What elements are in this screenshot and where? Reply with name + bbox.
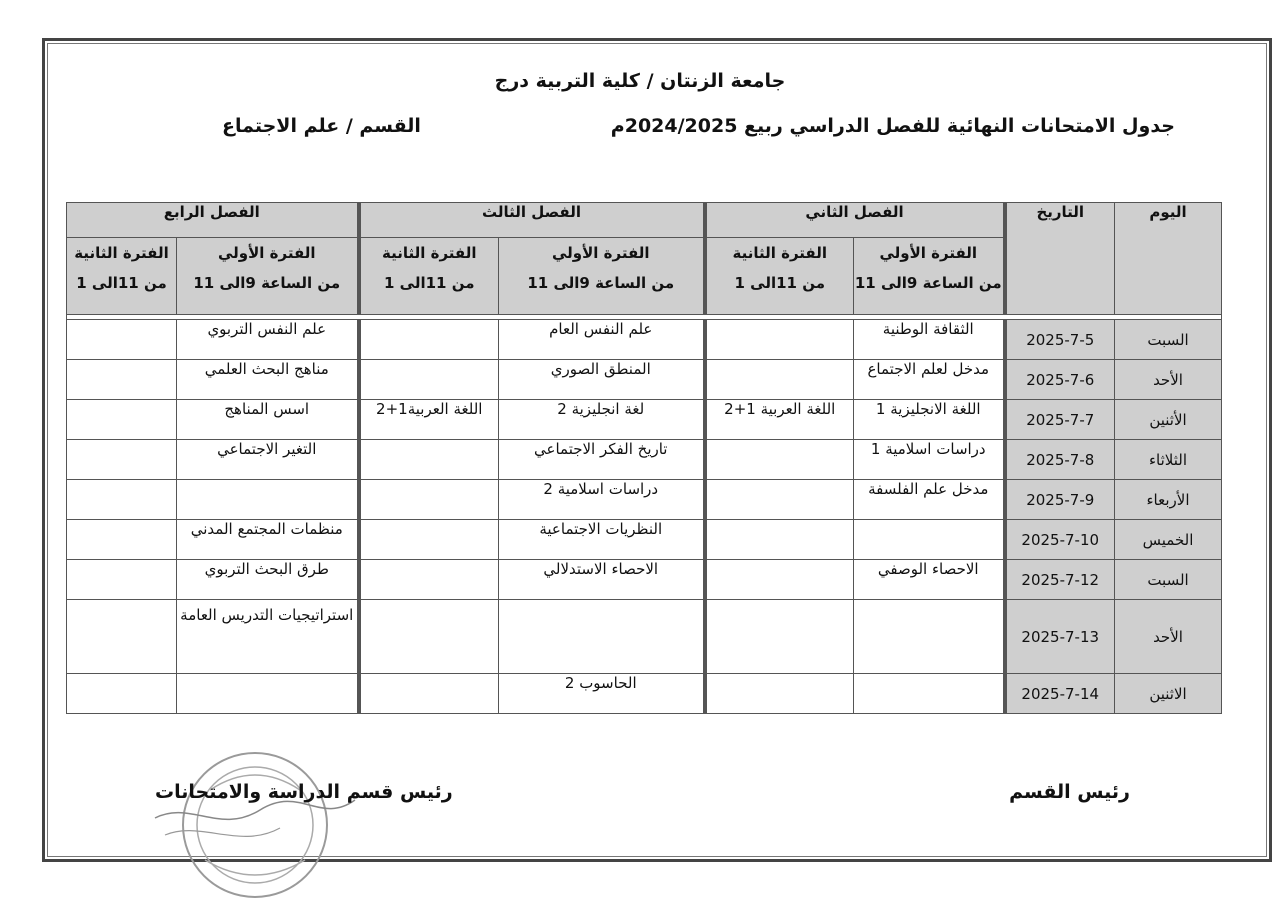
day-cell: السبت: [1115, 560, 1222, 600]
exam-cell: [705, 674, 854, 714]
semester-2-header: الفصل الثاني: [705, 203, 1005, 238]
period-label: الفترة الأولي: [879, 244, 978, 262]
schedule-title: جدول الامتحانات النهائية للفصل الدراسي ربيع 2024/2025م: [610, 115, 1175, 137]
period-label: الفترة الثانية: [732, 244, 827, 262]
exam-cell: المنطق الصوري: [499, 360, 705, 400]
exam-cell: [359, 320, 499, 360]
exam-cell: اللغة العربية1+2: [359, 400, 499, 440]
exam-cell: دراسات اسلامية 1: [854, 440, 1005, 480]
exam-cell: علم النفس العام: [499, 320, 705, 360]
exam-cell: [177, 480, 359, 520]
day-cell: الأثنين: [1115, 400, 1222, 440]
date-cell: 2025-7-7: [1005, 400, 1115, 440]
exam-schedule-table: [66, 202, 1222, 714]
exam-cell: [67, 520, 177, 560]
day-cell: الاثنين: [1115, 674, 1222, 714]
exam-cell: [359, 360, 499, 400]
date-cell: 2025-7-13: [1005, 600, 1115, 674]
exam-cell: طرق البحث التربوي: [177, 560, 359, 600]
exam-cell: استراتيجيات التدريس العامة: [177, 600, 359, 674]
exam-cell: [359, 600, 499, 674]
period-1-header: [854, 238, 1005, 315]
exam-cell: [705, 320, 854, 360]
table-row: [67, 600, 1222, 674]
exam-cell: [359, 560, 499, 600]
exam-cell: دراسات اسلامية 2: [499, 480, 705, 520]
period-time: من الساعة 9الى 11: [193, 274, 341, 292]
period-label: الفترة الأولي: [551, 244, 650, 262]
date-cell: 2025-7-12: [1005, 560, 1115, 600]
date-header: التاريخ: [1005, 203, 1115, 315]
semester-3-header: الفصل الثالث: [359, 203, 705, 238]
date-cell: 2025-7-5: [1005, 320, 1115, 360]
exam-cell: مدخل علم الفلسفة: [854, 480, 1005, 520]
exam-cell: الاحصاء الاستدلالي: [499, 560, 705, 600]
day-cell: الأحد: [1115, 360, 1222, 400]
exam-cell: النظريات الاجتماعية: [499, 520, 705, 560]
exam-cell: [854, 674, 1005, 714]
exam-cell: [705, 600, 854, 674]
official-seal-icon: [150, 740, 360, 910]
date-cell: 2025-7-10: [1005, 520, 1115, 560]
exam-cell: الحاسوب 2: [499, 674, 705, 714]
period-time: من 11الى 1: [384, 274, 475, 292]
head-of-department-signature: رئيس القسم: [1009, 781, 1130, 803]
table-row: [67, 360, 1222, 400]
exam-cell: [359, 480, 499, 520]
exam-cell: [67, 674, 177, 714]
day-cell: الثلاثاء: [1115, 440, 1222, 480]
exam-cell: [67, 360, 177, 400]
exam-cell: [705, 520, 854, 560]
period-2-header: [359, 238, 499, 315]
table-row: [67, 480, 1222, 520]
period-2-header: [705, 238, 854, 315]
date-cell: 2025-7-14: [1005, 674, 1115, 714]
exam-cell: [67, 480, 177, 520]
exam-cell: الثقافة الوطنية: [854, 320, 1005, 360]
exam-cell: [499, 600, 705, 674]
date-cell: 2025-7-8: [1005, 440, 1115, 480]
exam-cell: [359, 440, 499, 480]
exam-cell: اسس المناهج: [177, 400, 359, 440]
exam-cell: تاريخ الفكر الاجتماعي: [499, 440, 705, 480]
day-cell: الأربعاء: [1115, 480, 1222, 520]
exam-cell: [705, 480, 854, 520]
exam-cell: [67, 400, 177, 440]
table-row: [67, 674, 1222, 714]
exam-cell: لغة انجليزية 2: [499, 400, 705, 440]
table-row: [67, 320, 1222, 360]
table-row: [67, 520, 1222, 560]
exam-cell: [705, 360, 854, 400]
table-row: [67, 560, 1222, 600]
period-label: الفترة الثانية: [74, 244, 169, 262]
period-1-header: [499, 238, 705, 315]
period-time: من 11الى 1: [734, 274, 825, 292]
period-time: من 11الى 1: [76, 274, 167, 292]
table-row: [67, 400, 1222, 440]
exam-cell: منظمات المجتمع المدني: [177, 520, 359, 560]
date-cell: 2025-7-6: [1005, 360, 1115, 400]
exam-cell: [359, 520, 499, 560]
day-header: اليوم: [1115, 203, 1222, 315]
exam-cell: علم النفس التربوي: [177, 320, 359, 360]
department-label: القسم / علم الاجتماع: [222, 115, 421, 137]
period-label: الفترة الأولي: [217, 244, 316, 262]
exam-cell: مدخل لعلم الاجتماع: [854, 360, 1005, 400]
head-of-exams-signature: رئيس قسم الدراسة والامتحانات: [155, 781, 453, 803]
semester-4-header: الفصل الرابع: [67, 203, 359, 238]
exam-cell: [854, 600, 1005, 674]
exam-cell: [705, 560, 854, 600]
exam-cell: الاحصاء الوصفي: [854, 560, 1005, 600]
exam-cell: اللغة الانجليزية 1: [854, 400, 1005, 440]
exam-cell: [705, 440, 854, 480]
exam-cell: [67, 600, 177, 674]
exam-cell: اللغة العربية 1+2: [705, 400, 854, 440]
day-cell: السبت: [1115, 320, 1222, 360]
exam-cell: [359, 674, 499, 714]
exam-cell: [67, 320, 177, 360]
exam-cell: [67, 440, 177, 480]
table-row: [67, 440, 1222, 480]
period-time: من الساعة 9الى 11: [527, 274, 675, 292]
day-cell: الخميس: [1115, 520, 1222, 560]
university-title: جامعة الزنتان / كلية التربية درج: [494, 70, 786, 92]
date-cell: 2025-7-9: [1005, 480, 1115, 520]
day-cell: الأحد: [1115, 600, 1222, 674]
period-2-header: [67, 238, 177, 315]
period-1-header: [177, 238, 359, 315]
exam-cell: مناهج البحث العلمي: [177, 360, 359, 400]
exam-cell: [177, 674, 359, 714]
period-label: الفترة الثانية: [382, 244, 477, 262]
exam-cell: [854, 520, 1005, 560]
period-time: من الساعة 9الى 11: [854, 274, 1002, 292]
exam-cell: التغير الاجتماعي: [177, 440, 359, 480]
exam-cell: [67, 560, 177, 600]
